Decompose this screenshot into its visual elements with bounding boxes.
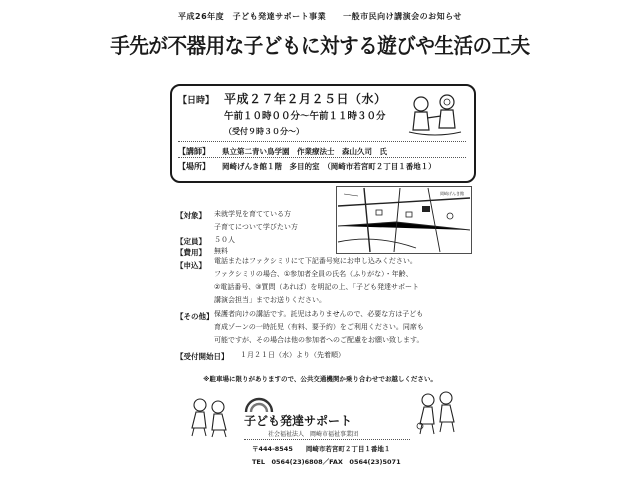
logo-text: 子ども発達サポート xyxy=(244,414,353,428)
target-line: 子育てについて学びたい方 xyxy=(214,223,298,231)
divider xyxy=(178,157,466,158)
reception-start-label: 【受付開始日】 xyxy=(176,352,229,361)
apply-line: 講演会担当」までお送りください。 xyxy=(214,296,326,304)
reception-time: （受付９時３０分～） xyxy=(224,127,304,136)
event-header: 平成26年度 子ども発達サポート事業 一般市民向け講演会のお知らせ xyxy=(178,12,462,21)
divider xyxy=(178,141,466,142)
lecturer-label: 【講師】 xyxy=(178,147,210,156)
phone-fax: TEL 0564(23)6808／FAX 0564(23)5071 xyxy=(252,458,401,466)
apply-line: ②電話番号、③質問（あれば）を明記の上、「子ども発達サポート xyxy=(214,283,420,291)
other-line: 可能ですが、その場合は他の参加者へのご配慮をお願い致します。 xyxy=(214,336,424,344)
venue-map xyxy=(336,186,472,254)
divider xyxy=(244,439,410,440)
venue-label: 【場所】 xyxy=(178,162,210,171)
organization: 社会福祉法人 岡崎市福祉事業団 xyxy=(268,431,359,438)
fee: 無料 xyxy=(214,247,228,255)
apply-line: 電話またはファクシミリにて下記番号宛にお申し込みください。 xyxy=(214,257,417,265)
lecturer: 県立第二青い鳥学園 作業療法士 森山久司 氏 xyxy=(222,147,387,156)
reception-start: １月２１日（水）より（先着順） xyxy=(240,351,345,359)
capacity: ５０人 xyxy=(214,236,235,244)
children-illustration-left xyxy=(186,396,232,438)
apply-label: 【申込】 xyxy=(176,261,206,270)
event-date: 平成２７年２月２５日（水） xyxy=(224,92,387,106)
capacity-label: 【定員】 xyxy=(176,237,206,246)
children-illustration xyxy=(405,92,465,137)
parking-note: ※駐車場に限りがありますので、公共交通機関か乗り合わせでお越しください。 xyxy=(203,375,437,383)
other-line: 育成ゾーンの一時託児（有料、要予約）をご利用ください。同席も xyxy=(214,323,424,331)
children-illustration-right xyxy=(412,390,460,438)
postal-address: 〒444-8545 岡崎市若宮町２丁目１番地１ xyxy=(252,445,391,453)
venue: 岡崎げんき館１階 多目的室 （岡崎市若宮町２丁目１番地１） xyxy=(222,162,436,171)
other-label: 【その他】 xyxy=(176,312,214,321)
rainbow-logo-icon xyxy=(244,393,274,413)
page-title: 手先が不器用な子どもに対する遊びや生活の工夫 xyxy=(110,34,530,58)
target-label: 【対象】 xyxy=(176,211,206,220)
event-time: 午前１０時００分～午前１１時３０分 xyxy=(224,111,386,122)
date-label: 【日時】 xyxy=(178,96,215,106)
map-label: 岡崎げんき館 xyxy=(440,191,464,196)
apply-line: ファクシミリの場合、①参加者全員の氏名（ふりがな）・年齢、 xyxy=(214,270,413,278)
other-line: 保護者向けの講話です。託児はありませんので、必要な方は子ども xyxy=(214,310,424,318)
fee-label: 【費用】 xyxy=(176,248,206,257)
target-line: 未就学児を育てている方 xyxy=(214,210,291,218)
